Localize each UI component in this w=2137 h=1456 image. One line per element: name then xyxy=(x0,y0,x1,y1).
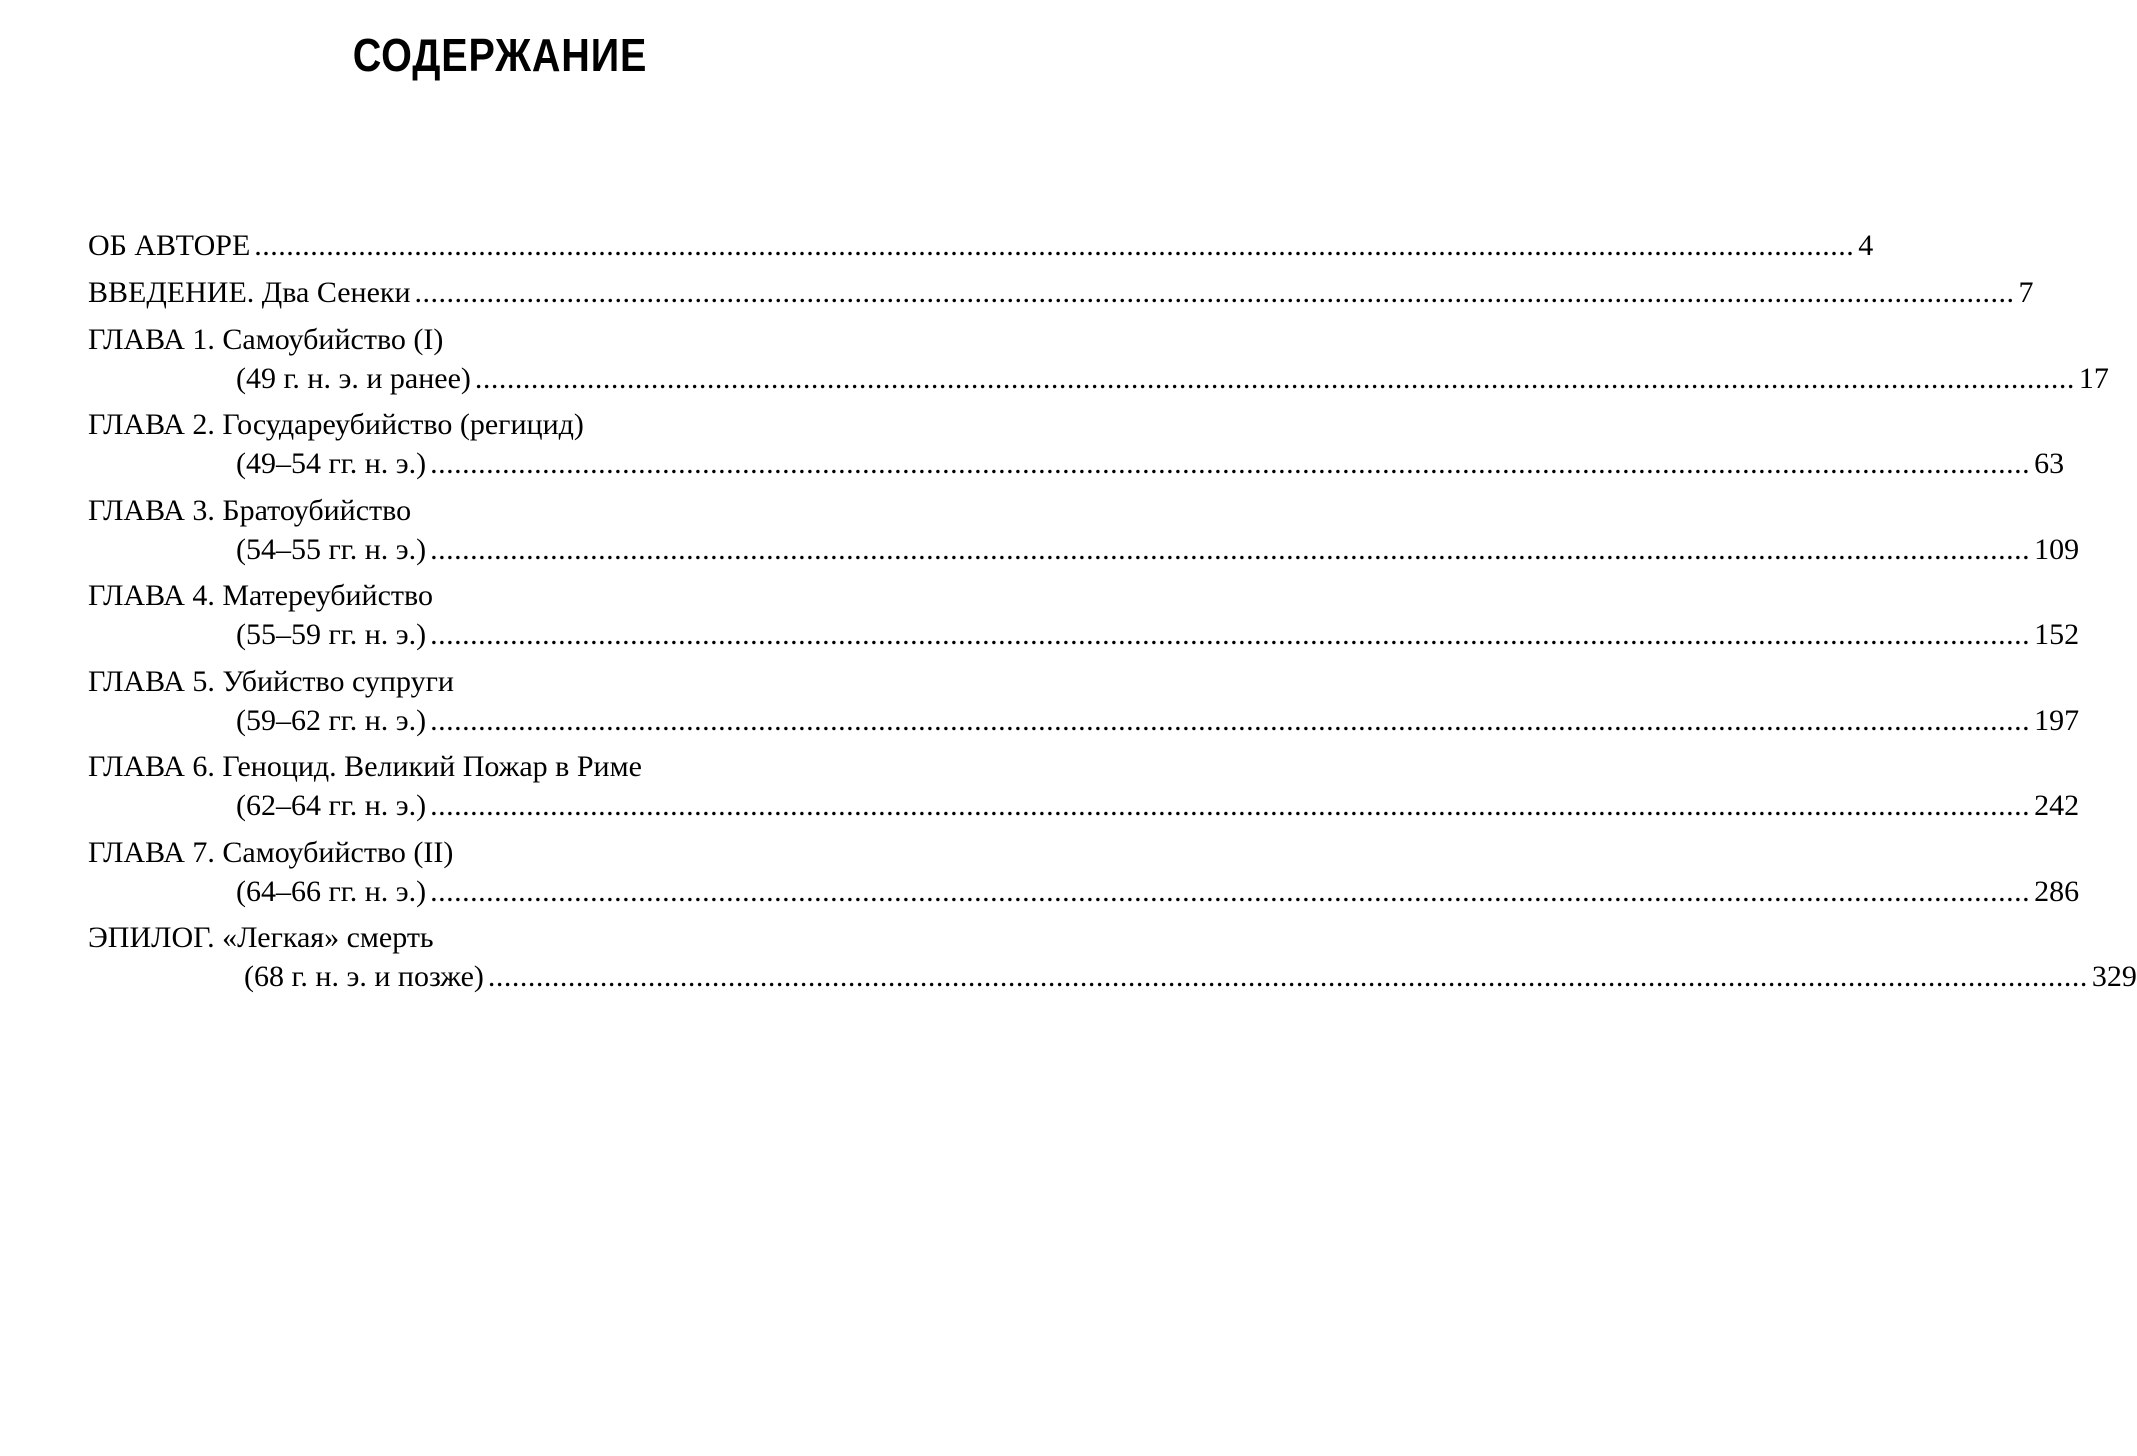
toc-entry-heading: ГЛАВА 7. Самоубийство (II) xyxy=(88,836,454,869)
toc-entry-heading: ГЛАВА 4. Матереубийство xyxy=(88,579,433,612)
toc-entry-subtitle: (49–54 гг. н. э.) xyxy=(236,447,427,480)
toc-entry-heading: ГЛАВА 2. Государеубийство (регицид) xyxy=(88,408,584,441)
toc-page-number: 63 xyxy=(2034,447,2065,480)
toc-entry-heading: ВВЕДЕНИЕ. Два Сенеки xyxy=(88,276,411,309)
dot-leader: ........................................................................................................................................................................................................ xyxy=(430,704,2031,737)
toc-entry-chapter-2[interactable] xyxy=(88,405,584,445)
toc-entry-introduction[interactable] xyxy=(88,273,2034,313)
toc-entry-subtitle: (59–62 гг. н. э.) xyxy=(236,704,427,737)
toc-page-number: 109 xyxy=(2034,533,2080,566)
dot-leader: ........................................................................................................................................................................................................ xyxy=(474,362,2075,395)
toc-page-number: 197 xyxy=(2034,704,2080,737)
dot-leader: ........................................................................................................................................................................................................ xyxy=(430,533,2031,566)
toc-entry-chapter-5-dates[interactable] xyxy=(236,701,2080,741)
toc-entry-subtitle: (54–55 гг. н. э.) xyxy=(236,533,427,566)
toc-page-number: 242 xyxy=(2034,789,2080,822)
toc-page-number: 286 xyxy=(2034,875,2080,908)
dot-leader: ........................................................................................................................................................................................................ xyxy=(487,960,2088,993)
toc-entry-heading: ЭПИЛОГ. «Легкая» смерть xyxy=(88,921,434,954)
toc-entry-heading: ГЛАВА 5. Убийство супруги xyxy=(88,665,454,698)
toc-entry-chapter-2-dates[interactable] xyxy=(236,444,2065,484)
toc-entry-chapter-6[interactable] xyxy=(88,747,642,787)
toc-entry-chapter-7[interactable] xyxy=(88,833,453,873)
toc-entry-subtitle: (64–66 гг. н. э.) xyxy=(236,875,427,908)
toc-entry-heading: ОБ АВТОРЕ xyxy=(88,229,251,262)
toc-entry-subtitle: (55–59 гг. н. э.) xyxy=(236,618,427,651)
toc-entry-chapter-1-dates[interactable] xyxy=(236,359,2109,399)
toc-page-number: 7 xyxy=(2018,276,2034,309)
toc-entry-heading: ГЛАВА 6. Геноцид. Великий Пожар в Риме xyxy=(88,750,642,783)
dot-leader: ........................................................................................................................................................................................................ xyxy=(430,875,2031,908)
toc-entry-chapter-6-dates[interactable] xyxy=(236,786,2080,826)
toc-entry-chapter-5[interactable] xyxy=(88,662,454,702)
page-title: СОДЕРЖАНИЕ xyxy=(352,29,648,81)
toc-entry-epilogue-dates[interactable] xyxy=(244,957,2137,997)
dot-leader: ........................................................................................................................................................................................................ xyxy=(430,789,2031,822)
dot-leader: ........................................................................................................................................................................................................ xyxy=(430,447,2031,480)
toc-entry-epilogue[interactable] xyxy=(88,918,434,958)
toc-entry-heading: ГЛАВА 3. Братоубийство xyxy=(88,494,412,527)
toc-entry-chapter-1[interactable] xyxy=(88,320,443,360)
toc-entry-subtitle: (49 г. н. э. и ранее) xyxy=(236,362,471,395)
toc-entry-subtitle: (68 г. н. э. и позже) xyxy=(244,960,484,993)
dot-leader: ........................................................................................................................................................................................................ xyxy=(414,276,2015,309)
dot-leader: ........................................................................................................................................................................................................ xyxy=(430,618,2031,651)
toc-page-number: 4 xyxy=(1858,229,1874,262)
toc-entry-chapter-7-dates[interactable] xyxy=(236,872,2080,912)
toc-page-number: 329 xyxy=(2091,960,2137,993)
toc-entry-chapter-3[interactable] xyxy=(88,491,411,531)
toc-entry-about-author[interactable] xyxy=(88,226,1874,266)
dot-leader: ........................................................................................................................................................................................................ xyxy=(254,229,1855,262)
toc-entry-chapter-4-dates[interactable] xyxy=(236,615,2080,655)
toc-page-number: 152 xyxy=(2034,618,2080,651)
toc-entry-heading: ГЛАВА 1. Самоубийство (I) xyxy=(88,323,444,356)
toc-entry-chapter-4[interactable] xyxy=(88,576,433,616)
toc-entry-chapter-3-dates[interactable] xyxy=(236,530,2080,570)
toc-entry-subtitle: (62–64 гг. н. э.) xyxy=(236,789,427,822)
toc-page-number: 17 xyxy=(2078,362,2109,395)
